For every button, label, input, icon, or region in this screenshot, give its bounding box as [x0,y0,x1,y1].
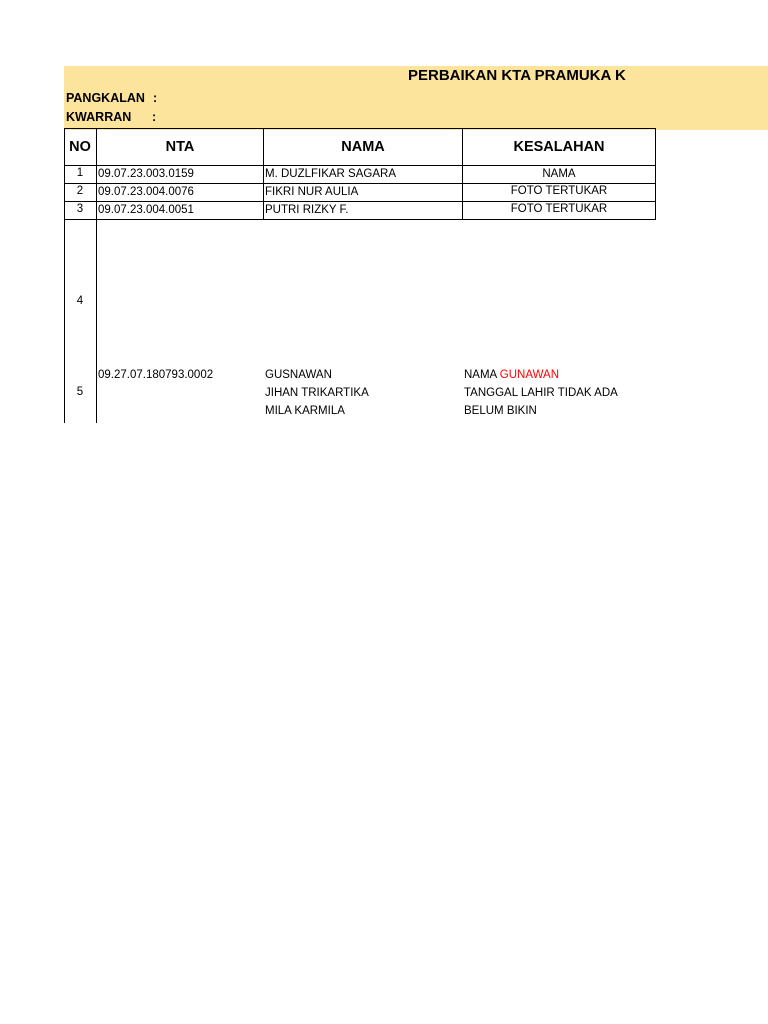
row-no: 1 [76,167,84,179]
page-title: PERBAIKAN KTA PRAMUKA K [408,67,626,84]
col-header-nta: NTA [165,139,195,155]
row-nta: 09.07.23.004.0051 [98,204,194,216]
kwarran-label: KWARRAN [66,110,132,124]
row-nta: 09.07.23.003.0159 [98,168,194,180]
row-no: 5 [76,386,84,398]
row-nama: M. DUZLFIKAR SAGARA [265,168,396,180]
col-header-kesalahan: KESALAHAN [513,139,605,155]
row-kesalahan: NAMA [542,168,576,180]
row-nama: FIKRI NUR AULIA [265,186,359,198]
kwarran-colon: : [152,110,157,124]
kesalahan-prefix: NAMA [464,369,497,381]
row-no: 4 [76,295,84,307]
row-nama-line: JIHAN TRIKARTIKA [265,387,369,399]
row-nama-line: GUSNAWAN [265,369,332,381]
row-nama: PUTRI RIZKY F. [265,204,349,216]
row-kesalahan-line [464,367,559,384]
row-kesalahan: FOTO TERTUKAR [510,185,608,197]
kesalahan-highlight: GUNAWAN [499,369,559,381]
row-kesalahan: FOTO TERTUKAR [510,203,608,215]
row-no: 2 [76,185,84,197]
pangkalan-label: PANGKALAN [66,91,145,105]
row-kesalahan-line: BELUM BIKIN [464,405,537,417]
row-kesalahan-line: TANGGAL LAHIR TIDAK ADA [464,387,618,399]
pangkalan-colon: : [153,91,158,105]
col-header-no: NO [69,139,91,155]
row-nta: 09.07.23.004.0076 [98,186,194,198]
row-no: 3 [76,203,84,215]
col-header-nama: NAMA [341,139,385,155]
row-nama-line: MILA KARMILA [265,405,345,417]
row-nta: 09.27.07.180793.0002 [98,369,214,381]
